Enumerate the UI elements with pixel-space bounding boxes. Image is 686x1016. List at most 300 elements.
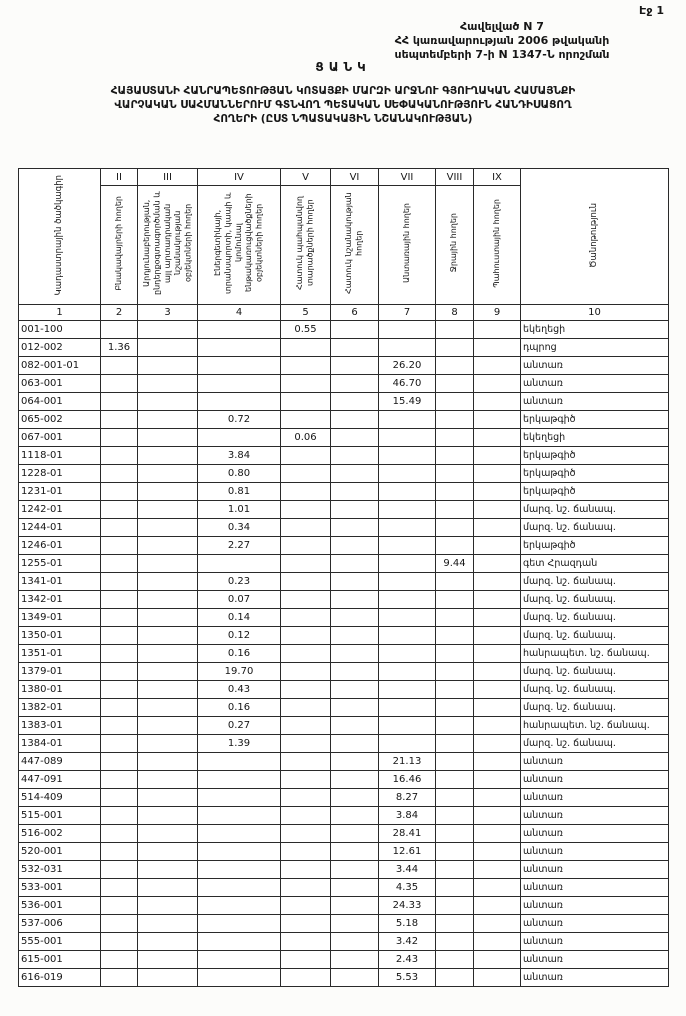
- area-value-cell: [331, 357, 379, 375]
- area-value-cell: 0.27: [198, 717, 281, 735]
- cadastral-code-cell: 065-002: [19, 411, 101, 429]
- area-value-cell: [379, 627, 436, 645]
- table-row: [19, 465, 669, 483]
- area-value-cell: [281, 357, 331, 375]
- area-value-cell: [101, 645, 138, 663]
- area-value-cell: [138, 969, 198, 987]
- header-row-roman-numerals: [19, 169, 669, 186]
- area-value-cell: 0.80: [198, 465, 281, 483]
- area-value-cell: [281, 663, 331, 681]
- area-value-cell: [379, 609, 436, 627]
- area-value-cell: [379, 339, 436, 357]
- area-value-cell: [281, 699, 331, 717]
- column-label: Անտառային հողեր: [401, 203, 411, 283]
- cadastral-code-cell: 082-001-01: [19, 357, 101, 375]
- area-value-cell: [101, 627, 138, 645]
- cadastral-code-cell: 1118-01: [19, 447, 101, 465]
- area-value-cell: [138, 807, 198, 825]
- area-value-cell: 16.46: [379, 771, 436, 789]
- area-value-cell: [331, 465, 379, 483]
- area-value-cell: 3.44: [379, 861, 436, 879]
- area-value-cell: [138, 753, 198, 771]
- cadastral-code-cell: 555-001: [19, 933, 101, 951]
- note-cell: երկաթգիծ: [521, 537, 669, 555]
- area-value-cell: [198, 843, 281, 861]
- table-row: [19, 897, 669, 915]
- note-cell: մարզ. նշ. ճանապ.: [521, 609, 669, 627]
- column-header: [331, 186, 379, 305]
- table-row: [19, 555, 669, 573]
- area-value-cell: [436, 897, 474, 915]
- area-value-cell: [281, 483, 331, 501]
- area-value-cell: [101, 519, 138, 537]
- table-row: [19, 879, 669, 897]
- area-value-cell: [281, 771, 331, 789]
- area-value-cell: [198, 321, 281, 339]
- area-value-cell: [474, 555, 521, 573]
- note-cell: անտառ: [521, 807, 669, 825]
- area-value-cell: [138, 717, 198, 735]
- cadastral-code-cell: 067-001: [19, 429, 101, 447]
- area-value-cell: [331, 411, 379, 429]
- area-value-cell: [281, 465, 331, 483]
- column-label: Էներգետիկայի, տրանսպորտի, կապի և կոմունալ ենթակառուցվածքների օբյեկտների հողեր: [213, 192, 264, 294]
- area-value-cell: [138, 465, 198, 483]
- area-value-cell: [331, 879, 379, 897]
- area-value-cell: [474, 573, 521, 591]
- area-value-cell: [436, 501, 474, 519]
- appendix-block: [352, 20, 652, 61]
- column-header: [379, 186, 436, 305]
- cadastral-code-cell: 063-001: [19, 375, 101, 393]
- area-value-cell: [474, 789, 521, 807]
- area-value-cell: [281, 717, 331, 735]
- area-value-cell: 0.72: [198, 411, 281, 429]
- cadastral-code-cell: 447-091: [19, 771, 101, 789]
- column-number: 5: [281, 305, 331, 321]
- area-value-cell: [436, 861, 474, 879]
- area-value-cell: [474, 339, 521, 357]
- area-value-cell: [281, 447, 331, 465]
- area-value-cell: [331, 699, 379, 717]
- column-header: [281, 186, 331, 305]
- area-value-cell: [379, 501, 436, 519]
- appendix-line: Հավելված N 7: [460, 20, 544, 33]
- area-value-cell: [331, 393, 379, 411]
- cadastral-code-cell: 1242-01: [19, 501, 101, 519]
- cadastral-code-cell: 1379-01: [19, 663, 101, 681]
- area-value-cell: [331, 447, 379, 465]
- area-value-cell: [331, 609, 379, 627]
- area-value-cell: [379, 537, 436, 555]
- area-value-cell: [331, 555, 379, 573]
- area-value-cell: [436, 339, 474, 357]
- table-row: [19, 807, 669, 825]
- note-cell: անտառ: [521, 843, 669, 861]
- area-value-cell: [474, 519, 521, 537]
- column-roman-numeral: IV: [198, 169, 281, 186]
- note-cell: անտառ: [521, 933, 669, 951]
- note-cell: մարզ. նշ. ճանապ.: [521, 627, 669, 645]
- area-value-cell: [436, 807, 474, 825]
- area-value-cell: [474, 807, 521, 825]
- note-cell: անտառ: [521, 357, 669, 375]
- area-value-cell: 4.35: [379, 879, 436, 897]
- area-value-cell: [436, 573, 474, 591]
- area-value-cell: [474, 663, 521, 681]
- column-label: Հատուկ նշանակության հողեր: [344, 192, 364, 294]
- cadastral-code-cell: 532-031: [19, 861, 101, 879]
- note-cell: մարզ. նշ. ճանապ.: [521, 573, 669, 591]
- area-value-cell: [138, 915, 198, 933]
- area-value-cell: [281, 573, 331, 591]
- area-value-cell: [436, 789, 474, 807]
- column-number: 2: [101, 305, 138, 321]
- area-value-cell: [281, 735, 331, 753]
- area-value-cell: [379, 717, 436, 735]
- note-cell: անտառ: [521, 951, 669, 969]
- area-value-cell: [379, 483, 436, 501]
- area-value-cell: [331, 591, 379, 609]
- note-cell: անտառ: [521, 825, 669, 843]
- area-value-cell: [281, 753, 331, 771]
- area-value-cell: [436, 321, 474, 339]
- area-value-cell: 3.42: [379, 933, 436, 951]
- area-value-cell: [436, 609, 474, 627]
- area-value-cell: [436, 411, 474, 429]
- area-value-cell: [436, 663, 474, 681]
- column-header: [474, 186, 521, 305]
- area-value-cell: [138, 375, 198, 393]
- area-value-cell: [101, 933, 138, 951]
- area-value-cell: [379, 429, 436, 447]
- area-value-cell: [101, 573, 138, 591]
- note-cell: երկաթգիծ: [521, 411, 669, 429]
- area-value-cell: [138, 663, 198, 681]
- note-cell: եկեղեցի: [521, 321, 669, 339]
- column-number: 7: [379, 305, 436, 321]
- area-value-cell: [101, 375, 138, 393]
- area-value-cell: [379, 555, 436, 573]
- area-value-cell: [198, 861, 281, 879]
- area-value-cell: 0.14: [198, 609, 281, 627]
- area-value-cell: [281, 501, 331, 519]
- cadastral-code-cell: 1228-01: [19, 465, 101, 483]
- note-cell: անտառ: [521, 753, 669, 771]
- area-value-cell: 3.84: [198, 447, 281, 465]
- table-row: [19, 915, 669, 933]
- area-value-cell: [379, 663, 436, 681]
- page-number: Էջ 1: [639, 4, 664, 17]
- area-value-cell: [138, 357, 198, 375]
- area-value-cell: [198, 807, 281, 825]
- note-cell: մարզ. նշ. ճանապ.: [521, 519, 669, 537]
- area-value-cell: [474, 321, 521, 339]
- area-value-cell: [331, 717, 379, 735]
- area-value-cell: [101, 969, 138, 987]
- area-value-cell: [474, 735, 521, 753]
- area-value-cell: [138, 411, 198, 429]
- area-value-cell: [331, 825, 379, 843]
- area-value-cell: [101, 879, 138, 897]
- column-header: [436, 186, 474, 305]
- area-value-cell: [101, 663, 138, 681]
- area-value-cell: [379, 447, 436, 465]
- area-value-cell: [474, 411, 521, 429]
- area-value-cell: [101, 357, 138, 375]
- table-row: [19, 735, 669, 753]
- area-value-cell: [331, 573, 379, 591]
- area-value-cell: [281, 411, 331, 429]
- area-value-cell: [436, 951, 474, 969]
- area-value-cell: [379, 573, 436, 591]
- area-value-cell: [331, 429, 379, 447]
- cadastral-code-cell: 1384-01: [19, 735, 101, 753]
- area-value-cell: 26.20: [379, 357, 436, 375]
- note-cell: անտառ: [521, 393, 669, 411]
- area-value-cell: [436, 753, 474, 771]
- table-row: [19, 861, 669, 879]
- area-value-cell: [138, 537, 198, 555]
- area-value-cell: [198, 375, 281, 393]
- area-value-cell: [379, 681, 436, 699]
- area-value-cell: [281, 915, 331, 933]
- area-value-cell: [101, 717, 138, 735]
- table-row: [19, 789, 669, 807]
- area-value-cell: [281, 645, 331, 663]
- note-cell: մարզ. նշ. ճանապ.: [521, 663, 669, 681]
- cadastral-code-cell: 1380-01: [19, 681, 101, 699]
- column-header: [101, 186, 138, 305]
- table-row: [19, 411, 669, 429]
- area-value-cell: [101, 447, 138, 465]
- column-number: 3: [138, 305, 198, 321]
- area-value-cell: 0.16: [198, 699, 281, 717]
- area-value-cell: 19.70: [198, 663, 281, 681]
- area-value-cell: [101, 897, 138, 915]
- area-value-cell: [331, 897, 379, 915]
- area-value-cell: [436, 771, 474, 789]
- area-value-cell: [474, 627, 521, 645]
- note-cell: անտառ: [521, 915, 669, 933]
- area-value-cell: [436, 645, 474, 663]
- area-value-cell: [474, 771, 521, 789]
- table-row: [19, 591, 669, 609]
- area-value-cell: [138, 501, 198, 519]
- area-value-cell: 0.23: [198, 573, 281, 591]
- note-cell: հանրապետ. նշ. ճանապ.: [521, 717, 669, 735]
- area-value-cell: [436, 825, 474, 843]
- area-value-cell: 0.43: [198, 681, 281, 699]
- area-value-cell: [138, 681, 198, 699]
- area-value-cell: [101, 483, 138, 501]
- table-header: [19, 169, 669, 321]
- note-cell: դպրոց: [521, 339, 669, 357]
- area-value-cell: [281, 627, 331, 645]
- area-value-cell: [198, 393, 281, 411]
- note-cell: անտառ: [521, 879, 669, 897]
- area-value-cell: [198, 825, 281, 843]
- cadastral-code-cell: 1246-01: [19, 537, 101, 555]
- area-value-cell: [198, 969, 281, 987]
- area-value-cell: [138, 447, 198, 465]
- column-label: Ջրային հողեր: [449, 213, 459, 273]
- area-value-cell: [331, 843, 379, 861]
- column-label: Բնակավայրերի հողեր: [113, 195, 123, 291]
- column-roman-numeral: IX: [474, 169, 521, 186]
- area-value-cell: 3.84: [379, 807, 436, 825]
- area-value-cell: [331, 375, 379, 393]
- table-row: [19, 627, 669, 645]
- table-row: [19, 717, 669, 735]
- area-value-cell: [436, 969, 474, 987]
- area-value-cell: [198, 771, 281, 789]
- subtitle-line: ՀԱՅԱՍՏԱՆԻ ՀԱՆՐԱՊԵՏՈՒԹՅԱՆ ԿՈՏԱՅՔԻ ՄԱՐԶԻ ԱՐՋՆՈՒ ԳՅՈՒՂԱԿԱՆ ՀԱՄԱՅՆՔԻ: [110, 85, 576, 97]
- area-value-cell: [281, 609, 331, 627]
- cadastral-code-cell: 1351-01: [19, 645, 101, 663]
- note-cell: եկեղեցի: [521, 429, 669, 447]
- area-value-cell: [331, 807, 379, 825]
- area-value-cell: [474, 825, 521, 843]
- area-value-cell: [101, 753, 138, 771]
- area-value-cell: [436, 483, 474, 501]
- area-value-cell: [138, 627, 198, 645]
- column-number: 9: [474, 305, 521, 321]
- area-value-cell: [331, 519, 379, 537]
- area-value-cell: [198, 915, 281, 933]
- area-value-cell: [198, 429, 281, 447]
- column-roman-numeral: V: [281, 169, 331, 186]
- area-value-cell: 5.53: [379, 969, 436, 987]
- decree-line: ՀՀ կառավարության 2006 թվականի: [394, 33, 610, 47]
- area-value-cell: 0.07: [198, 591, 281, 609]
- area-value-cell: [281, 339, 331, 357]
- cadastral-code-cell: 514-409: [19, 789, 101, 807]
- area-value-cell: [474, 897, 521, 915]
- cadastral-code-cell: 536-001: [19, 897, 101, 915]
- area-value-cell: [474, 933, 521, 951]
- area-value-cell: [101, 681, 138, 699]
- table-row: [19, 699, 669, 717]
- table-row: [19, 447, 669, 465]
- area-value-cell: [379, 321, 436, 339]
- area-value-cell: [331, 735, 379, 753]
- note-cell: մարզ. նշ. ճանապ.: [521, 501, 669, 519]
- area-value-cell: [281, 861, 331, 879]
- area-value-cell: [101, 843, 138, 861]
- area-value-cell: [436, 591, 474, 609]
- area-value-cell: [101, 591, 138, 609]
- column-roman-numeral: VI: [331, 169, 379, 186]
- area-value-cell: [474, 969, 521, 987]
- area-value-cell: [436, 915, 474, 933]
- area-value-cell: [379, 519, 436, 537]
- cadastral-code-cell: 1255-01: [19, 555, 101, 573]
- subtitle-line: ՎԱՐՉԱԿԱՆ ՍԱՀՄԱՆՆԵՐՈՒՄ ԳՏՆՎՈՂ ՊԵՏԱԿԱՆ ՍԵՓԱԿԱՆՈՒԹՅՈՒՆ ՀԱՆԴԻՍԱՑՈՂ: [114, 99, 572, 112]
- area-value-cell: [138, 879, 198, 897]
- note-cell: անտառ: [521, 969, 669, 987]
- area-value-cell: [379, 699, 436, 717]
- area-value-cell: [138, 735, 198, 753]
- area-value-cell: [474, 879, 521, 897]
- area-value-cell: 12.61: [379, 843, 436, 861]
- area-value-cell: [436, 393, 474, 411]
- cadastral-code-cell: 1350-01: [19, 627, 101, 645]
- column-roman-numeral: VII: [379, 169, 436, 186]
- area-value-cell: [101, 393, 138, 411]
- area-value-cell: 24.33: [379, 897, 436, 915]
- area-value-cell: [198, 555, 281, 573]
- table-row: [19, 681, 669, 699]
- area-value-cell: [436, 627, 474, 645]
- column-header: [19, 169, 101, 305]
- area-value-cell: [331, 483, 379, 501]
- area-value-cell: [101, 861, 138, 879]
- cadastral-code-cell: 1341-01: [19, 573, 101, 591]
- column-label: Կադաստրային ծածկագիր: [53, 174, 64, 296]
- area-value-cell: [474, 753, 521, 771]
- cadastral-code-cell: 012-002: [19, 339, 101, 357]
- area-value-cell: [198, 789, 281, 807]
- area-value-cell: [331, 501, 379, 519]
- note-cell: մարզ. նշ. ճանապ.: [521, 735, 669, 753]
- area-value-cell: 2.43: [379, 951, 436, 969]
- area-value-cell: [379, 591, 436, 609]
- area-value-cell: [198, 339, 281, 357]
- column-number: 1: [19, 305, 101, 321]
- area-value-cell: [474, 501, 521, 519]
- cadastral-code-cell: 537-006: [19, 915, 101, 933]
- area-value-cell: [474, 915, 521, 933]
- area-value-cell: 21.13: [379, 753, 436, 771]
- area-value-cell: [474, 357, 521, 375]
- area-value-cell: 5.18: [379, 915, 436, 933]
- cadastral-code-cell: 1342-01: [19, 591, 101, 609]
- table-row: [19, 537, 669, 555]
- area-value-cell: [436, 843, 474, 861]
- column-roman-numeral: III: [138, 169, 198, 186]
- area-value-cell: [281, 789, 331, 807]
- note-cell: հանրապետ. նշ. ճանապ.: [521, 645, 669, 663]
- cadastral-code-cell: 1383-01: [19, 717, 101, 735]
- area-value-cell: [138, 519, 198, 537]
- table-row: [19, 483, 669, 501]
- area-value-cell: [101, 321, 138, 339]
- land-parcels-table: [18, 168, 669, 987]
- area-value-cell: 0.06: [281, 429, 331, 447]
- cadastral-code-cell: 1231-01: [19, 483, 101, 501]
- area-value-cell: [281, 681, 331, 699]
- area-value-cell: [101, 465, 138, 483]
- area-value-cell: [101, 537, 138, 555]
- note-cell: անտառ: [521, 771, 669, 789]
- area-value-cell: [379, 735, 436, 753]
- cadastral-code-cell: 1244-01: [19, 519, 101, 537]
- table-row: [19, 519, 669, 537]
- area-value-cell: [436, 519, 474, 537]
- area-value-cell: [101, 699, 138, 717]
- area-value-cell: [436, 447, 474, 465]
- area-value-cell: [281, 933, 331, 951]
- column-number: 8: [436, 305, 474, 321]
- area-value-cell: [474, 591, 521, 609]
- area-value-cell: [138, 609, 198, 627]
- area-value-cell: [138, 861, 198, 879]
- area-value-cell: [436, 429, 474, 447]
- area-value-cell: [379, 411, 436, 429]
- area-value-cell: [138, 933, 198, 951]
- area-value-cell: 0.16: [198, 645, 281, 663]
